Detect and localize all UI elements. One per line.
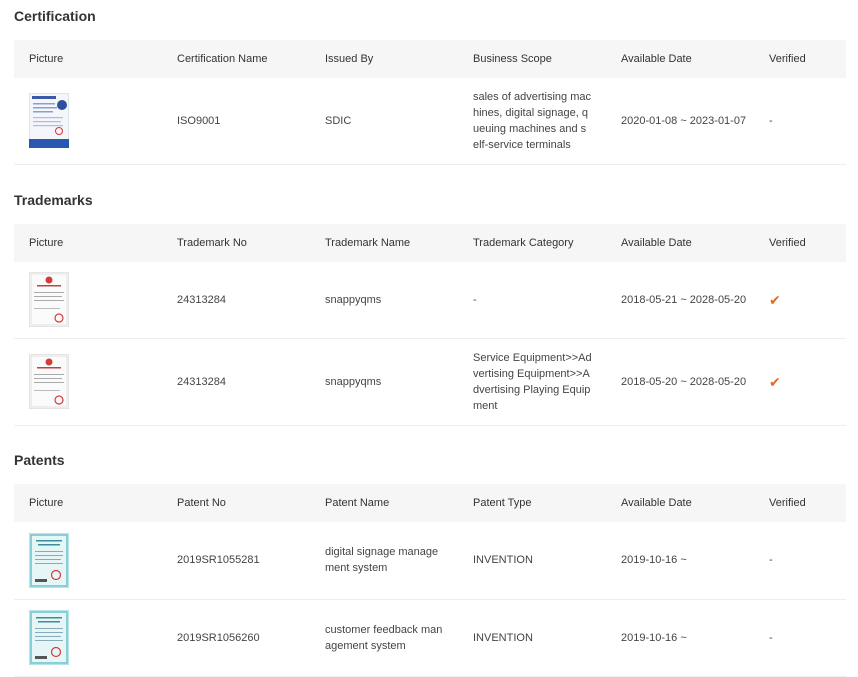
available-date: 2019-10-16 ~ — [606, 522, 754, 599]
col-available-date: Available Date — [606, 224, 754, 262]
col-trademark-name: Trademark Name — [310, 224, 458, 262]
col-patent-name: Patent Name — [310, 484, 458, 522]
table-row — [14, 338, 846, 425]
verified-status: - — [754, 599, 846, 676]
col-certification-name: Certification Name — [162, 40, 310, 78]
col-issued-by: Issued By — [310, 40, 458, 78]
patent-thumbnail[interactable] — [14, 522, 162, 599]
patent-no: 2019SR1055281 — [162, 522, 310, 599]
patent-thumbnail[interactable] — [14, 599, 162, 676]
table-row — [14, 522, 846, 599]
business-scope: sales of advertising machines, digital signage, queuing machines and self-service terminals — [458, 78, 606, 164]
table-row — [14, 262, 846, 338]
patent-image[interactable] — [29, 533, 69, 588]
certification-table — [14, 40, 846, 165]
col-verified: Verified — [754, 40, 846, 78]
issued-by: SDIC — [310, 78, 458, 164]
col-verified: Verified — [754, 224, 846, 262]
trademark-thumbnail[interactable] — [14, 262, 162, 338]
col-trademark-category: Trademark Category — [458, 224, 606, 262]
table-header — [14, 484, 846, 522]
available-date: 2019-10-16 ~ — [606, 599, 754, 676]
table-row — [14, 599, 846, 676]
trademark-no: 24313284 — [162, 338, 310, 425]
certificate-image[interactable] — [29, 93, 69, 148]
available-date: 2018-05-21 ~ 2028-05-20 — [606, 262, 754, 338]
patents-table — [14, 484, 846, 677]
verified-status: - — [754, 522, 846, 599]
verified-status: - — [754, 78, 846, 164]
col-available-date: Available Date — [606, 484, 754, 522]
patent-name: digital signage management system — [310, 522, 458, 599]
trademark-category: - — [458, 262, 606, 338]
patent-no: 2019SR1056260 — [162, 599, 310, 676]
col-picture: Picture — [14, 224, 162, 262]
certification-section — [14, 0, 846, 165]
col-available-date: Available Date — [606, 40, 754, 78]
patent-name: customer feedback management system — [310, 599, 458, 676]
table-header — [14, 40, 846, 78]
col-patent-no: Patent No — [162, 484, 310, 522]
verified-check-icon: ✔ — [754, 338, 846, 425]
col-trademark-no: Trademark No — [162, 224, 310, 262]
available-date: 2018-05-20 ~ 2028-05-20 — [606, 338, 754, 425]
table-row — [14, 78, 846, 164]
col-patent-type: Patent Type — [458, 484, 606, 522]
col-picture: Picture — [14, 484, 162, 522]
col-verified: Verified — [754, 484, 846, 522]
certificate-thumbnail[interactable] — [14, 78, 162, 164]
trademark-category: Service Equipment>>Advertising Equipment>>Advertising Playing Equipment — [458, 338, 606, 425]
col-business-scope: Business Scope — [458, 40, 606, 78]
patents-title: Patents — [14, 452, 65, 468]
patents-section — [14, 444, 846, 677]
trademark-name: snappyqms — [310, 338, 458, 425]
table-header — [14, 224, 846, 262]
trademark-name: snappyqms — [310, 262, 458, 338]
certification-name: ISO9001 — [162, 78, 310, 164]
trademarks-title: Trademarks — [14, 192, 93, 208]
patent-type: INVENTION — [458, 599, 606, 676]
verified-check-icon: ✔ — [754, 262, 846, 338]
patent-image[interactable] — [29, 610, 69, 665]
trademark-no: 24313284 — [162, 262, 310, 338]
trademarks-section — [14, 184, 846, 426]
available-date: 2020-01-08 ~ 2023-01-07 — [606, 78, 754, 164]
col-picture: Picture — [14, 40, 162, 78]
trademarks-table — [14, 224, 846, 426]
patent-type: INVENTION — [458, 522, 606, 599]
trademark-image[interactable] — [29, 272, 69, 327]
trademark-thumbnail[interactable] — [14, 338, 162, 425]
certification-title: Certification — [14, 8, 96, 24]
trademark-image[interactable] — [29, 354, 69, 409]
